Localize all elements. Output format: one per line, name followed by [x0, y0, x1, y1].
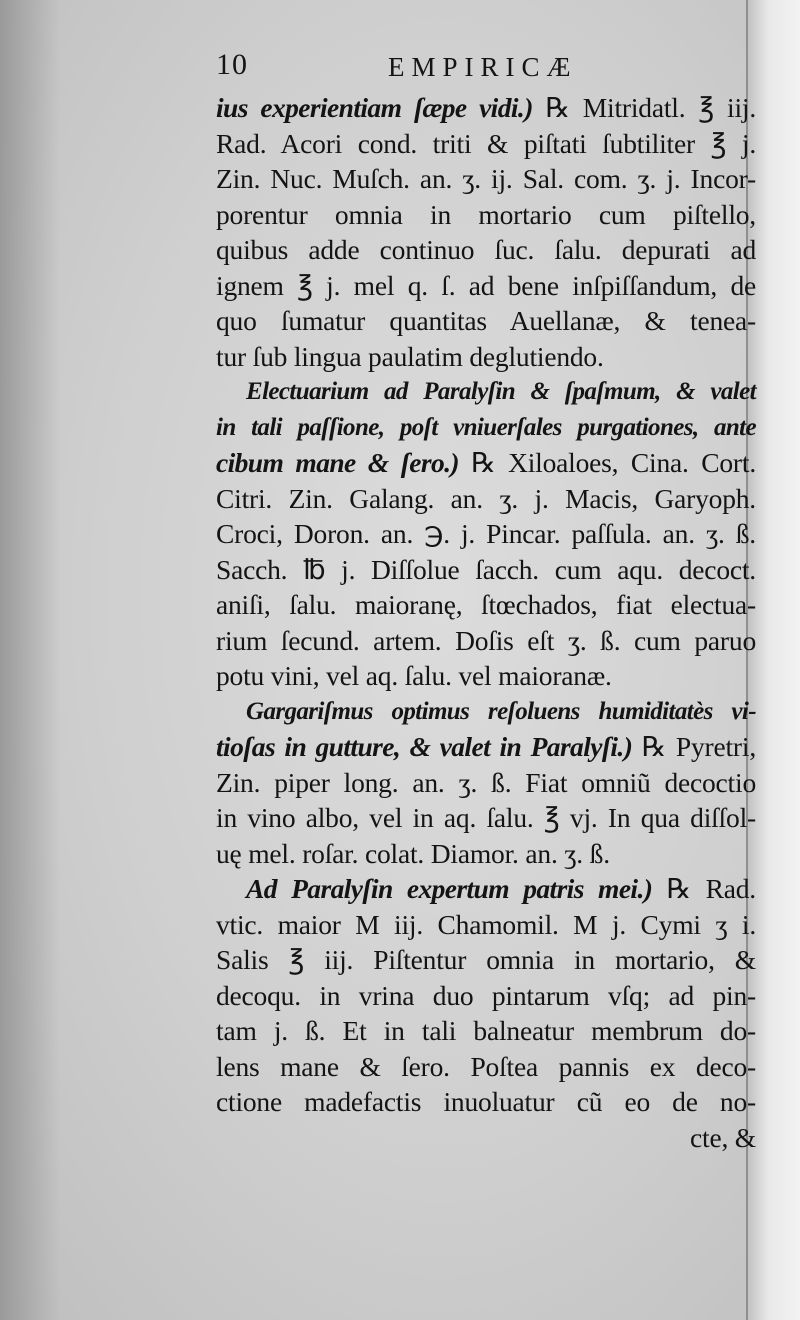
text-line	[216, 339, 756, 375]
text-line	[216, 623, 756, 659]
text-line	[216, 1013, 756, 1049]
page-header	[216, 48, 756, 90]
running-head: EMPIRICÆ	[388, 52, 578, 82]
line-italic: tioſas in gutture, & valet in Paralyſi.)	[216, 731, 642, 762]
line-roman: porentur omnia in mortario cum piſtello,	[216, 198, 756, 230]
line-roman: Sacch. ℔ j. Diſſolue ſacch. cum aqu. decoct.	[216, 553, 756, 585]
line-roman: Citri. Zin. Galang. an. ʒ. j. Macis, Garyoph.	[216, 482, 756, 514]
page-number: 10	[216, 48, 248, 81]
recipe-heading-line	[216, 374, 756, 410]
line-roman: ℞ Rad.	[666, 873, 756, 904]
recipe-heading-line	[216, 410, 756, 446]
text-line	[216, 303, 756, 339]
line-roman: ℞ Xiloaloes, Cina. Cort.	[471, 447, 756, 478]
text-line	[216, 516, 756, 552]
line-roman: Zin. Nuc. Muſch. an. ʒ. ij. Sal. com. ʒ. j. Incor-	[216, 163, 756, 194]
text-line	[216, 232, 756, 268]
line-italic: ius experientiam ſæpe vidi.)	[216, 92, 546, 123]
text-line	[216, 1049, 756, 1085]
text-line	[216, 729, 756, 765]
text-line	[216, 1084, 756, 1120]
line-roman: ℞ Pyretri,	[641, 731, 757, 762]
text-line	[216, 942, 756, 978]
line-roman: decoqu. in vrina duo pintarum vſq; ad pin-	[216, 979, 756, 1011]
line-roman: tam j. ß. Et in tali balneatur membrum do-	[216, 1015, 756, 1046]
line-roman: Salis ℥ iij. Piſtentur omnia in mortario, &	[216, 944, 756, 975]
line-roman: in vino albo, vel in aq. ſalu. ℥ vj. In qua diſſol-	[216, 802, 756, 833]
line-roman: vtic. maior M iij. Chamomil. M j. Cymi ʒ i.	[216, 908, 756, 940]
line-roman: uę mel. roſar. colat. Diamor. an. ʒ. ß.	[216, 837, 610, 869]
text-block	[216, 48, 756, 1155]
line-roman: ℞ Mitridatl. ℥ iij.	[545, 92, 757, 123]
text-line	[216, 126, 756, 162]
text-line	[216, 268, 756, 304]
text-line	[216, 161, 756, 197]
line-roman: potu vini, vel aq. ſalu. vel maioranæ.	[216, 660, 612, 691]
line-roman: aniſi, ſalu. maioranę, ſtœchados, fiat electua-	[216, 589, 756, 620]
recipe-heading-line	[216, 694, 756, 730]
line-roman: tur ſub lingua paulatim deglutiendo.	[216, 340, 604, 372]
line-roman: ctione madefactis inuoluatur cũ eo de no-	[216, 1086, 756, 1117]
line-roman: quo ſumatur quantitas Auellanæ, & tenea-	[216, 305, 756, 336]
line-roman: Croci, Doron. an. ℈. j. Pincar. paſſula. an. ʒ. ß.	[216, 518, 756, 549]
text-line	[216, 90, 756, 126]
text-line	[216, 587, 756, 623]
line-roman: ignem ℥ j. mel q. ſ. ad bene inſpiſſandum, de	[216, 269, 756, 301]
text-line	[216, 836, 756, 872]
text-line	[216, 765, 756, 801]
text-line	[216, 552, 756, 588]
text-line	[216, 800, 756, 836]
line-italic: Electuarium ad Paralyſin & ſpaſmum, & valet	[246, 378, 756, 405]
line-roman: Rad. Acori cond. triti & piſtati ſubtiliter ℥ j.	[216, 127, 756, 159]
text-line	[216, 197, 756, 233]
text-line	[216, 871, 756, 907]
line-italic: Gargariſmus optimus reſoluens humiditatès vi-	[246, 697, 756, 725]
line-roman: cte, &	[690, 1121, 756, 1153]
catchword-line	[216, 1120, 756, 1156]
line-roman: Zin. piper long. an. ʒ. ß. Fiat omniũ decoctio	[216, 766, 756, 798]
line-roman: quibus adde continuo ſuc. ſalu. depurati ad	[216, 234, 756, 265]
line-italic: cibum mane & ſero.)	[216, 447, 472, 478]
line-italic: Ad Paralyſin expertum patris mei.)	[246, 873, 667, 904]
text-line	[216, 978, 756, 1014]
line-roman: rium ſecund. artem. Doſis eſt ʒ. ß. cum paruo	[216, 624, 756, 656]
binding-gutter-shadow	[0, 0, 60, 1320]
text-line	[216, 445, 756, 481]
line-roman: lens mane & ſero. Poſtea pannis ex deco-	[216, 1050, 756, 1082]
text-line	[216, 481, 756, 517]
text-line	[216, 907, 756, 943]
text-line	[216, 658, 756, 694]
line-italic: in tali paſſione, poſt vniuerſales purgationes, ante	[216, 413, 756, 441]
